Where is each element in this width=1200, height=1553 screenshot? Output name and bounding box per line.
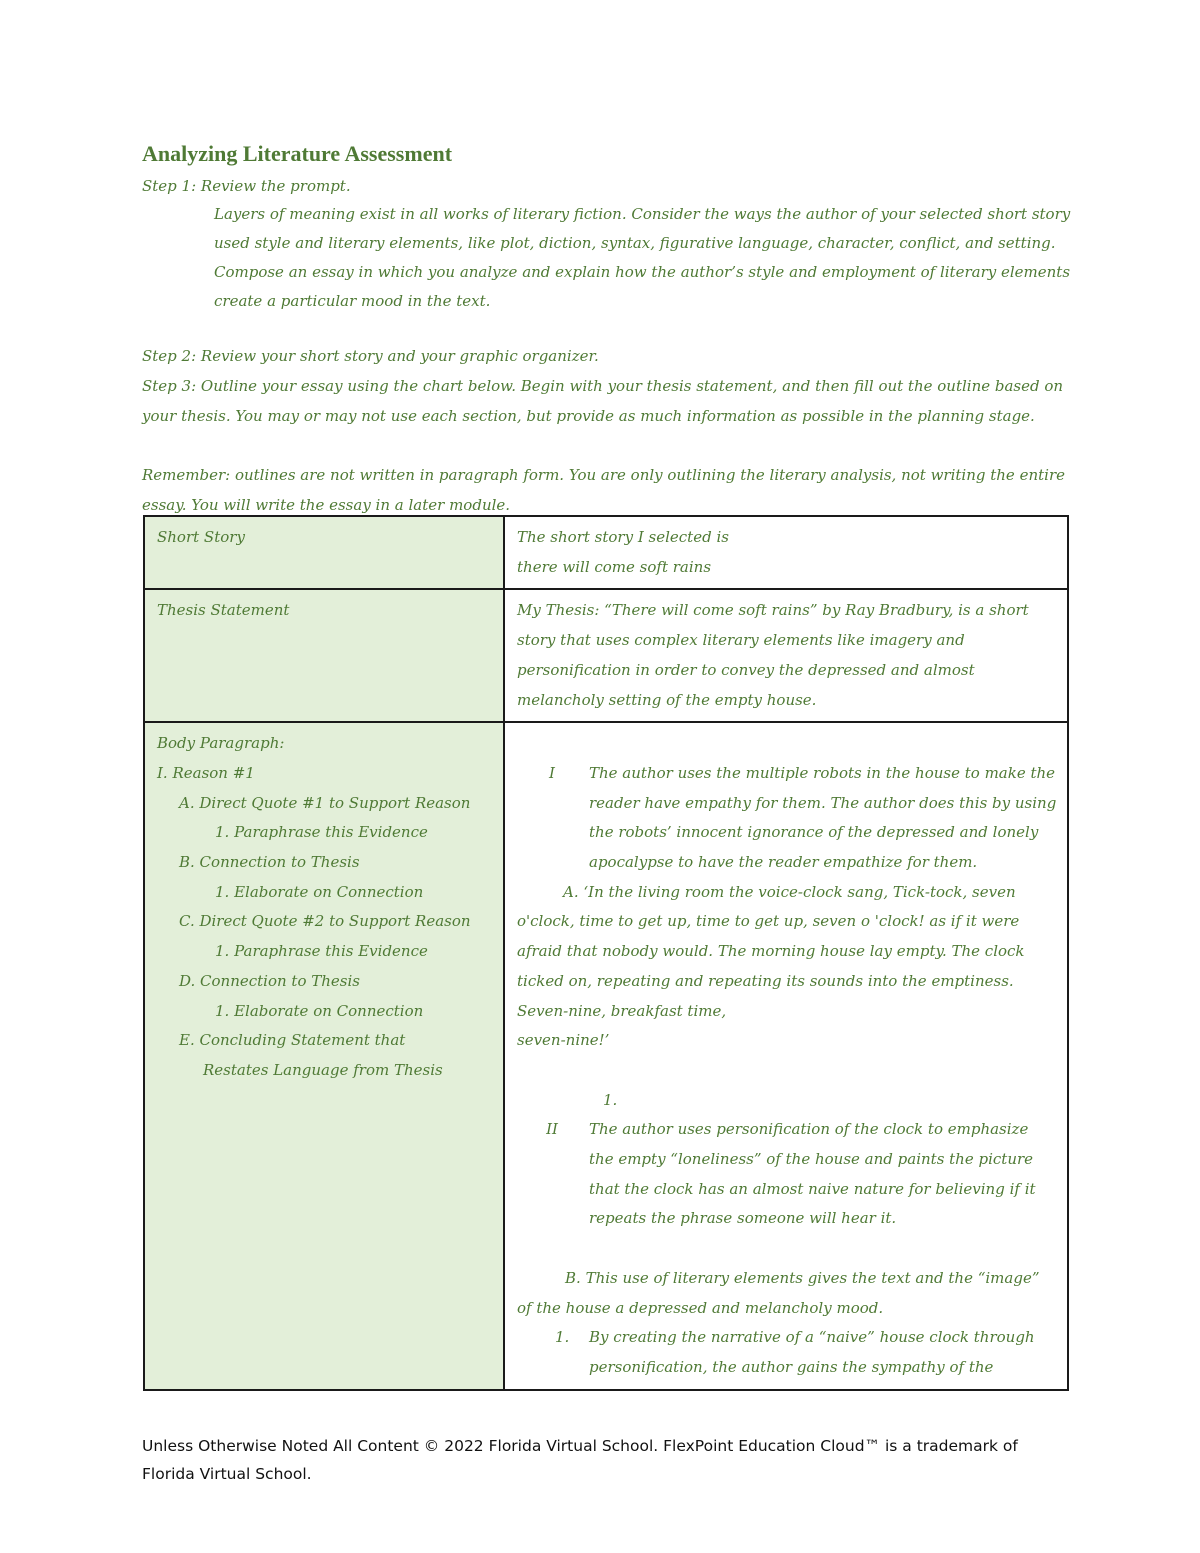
reason-1-text: The author uses the multiple robots in the house to make the reader have empathy for them. The author does this by using the robots’ innocent ignorance of the depressed and lonely apocalypse to have the reader empathize for them. xyxy=(589,763,1057,872)
quote-a-text: ‘In the living room the voice-clock sang, Tick-tock, seven o'clock, time to get up, time to get up, seven o 'clock! as if it were afraid that nobody would. The morning house lay empty. The clock ticked on, repeating and repeating its sounds into the emptiness. Seven-nine, breakfast time, xyxy=(517,882,1025,1020)
reason-2-block xyxy=(517,1115,1057,1234)
reason-1-block xyxy=(517,759,1057,878)
elaborate-1-text: By creating the narrative of a “naive” house clock through personification, the author gains the sympathy of the xyxy=(589,1328,1035,1376)
outline-concluding: E. Concluding Statement that xyxy=(179,1031,406,1050)
short-story-label: Short Story xyxy=(144,516,504,589)
reason-2-text: The author uses personification of the clock to emphasize the empty “loneliness” of the house and paints the picture that the clock has an almost naive nature for believing if it repeats the phrase someone will hear it. xyxy=(589,1120,1036,1228)
connection-b-label: B. xyxy=(565,1268,581,1287)
outline-direct-quote-2: C. Direct Quote #2 to Support Reason xyxy=(179,912,471,931)
outline-connection-1: B. Connection to Thesis xyxy=(179,853,360,872)
outline-elaborate-1: 1. Elaborate on Connection xyxy=(215,882,424,901)
short-story-answer xyxy=(504,516,1068,589)
body-paragraph-row xyxy=(144,722,1068,1389)
short-story-line1: The short story I selected is xyxy=(517,528,729,546)
thesis-label: Thesis Statement xyxy=(144,589,504,722)
quote-a-label: A. xyxy=(563,882,579,901)
short-story-row xyxy=(144,516,1068,589)
elaborate-1-label: 1. xyxy=(555,1328,570,1347)
body-response-column xyxy=(504,722,1068,1389)
reason-2-numeral: II xyxy=(546,1120,558,1139)
outline-table xyxy=(143,515,1069,1391)
copyright-footer: Unless Otherwise Noted All Content © 2022 Florida Virtual School. FlexPoint Education Cloud™ is a trademark of Florida Virtual School. xyxy=(142,1437,1018,1483)
remember-note: Remember: outlines are not written in paragraph form. You are only outlining the literary analysis, not writing the entire essay. You will write the essay in a later module. xyxy=(142,466,1065,514)
outline-heading: Body Paragraph: xyxy=(157,734,285,753)
outline-reason-1: I. Reason #1 xyxy=(157,763,255,782)
document-title: Analyzing Literature Assessment xyxy=(142,141,453,166)
item-1-label: 1. xyxy=(603,1090,618,1109)
elaborate-1-block xyxy=(517,1323,1057,1382)
thesis-answer: My Thesis: “There will come soft rains” by Ray Bradbury, is a short story that uses complex literary elements like imagery and personification in order to convey the depressed and almost melancholy setting of the empty house. xyxy=(504,589,1068,722)
step3-text: Step 3: Outline your essay using the chart below. Begin with your thesis statement, and then fill out the outline based on your thesis. You may or may not use each section, but provide as much information as possible in the planning stage. xyxy=(142,377,1064,425)
step1-prompt: Layers of meaning exist in all works of literary fiction. Consider the ways the author of your selected short story used style and literary elements, like plot, diction, syntax, figurative language, character, conflict, and setting. Compose an essay in which you analyze and explain how the author’s style and employment of literary elements create a particular mood in the text. xyxy=(214,205,1071,310)
step2-text: Step 2: Review your short story and your graphic organizer. xyxy=(142,347,599,365)
short-story-title: there will come soft rains xyxy=(517,557,712,576)
outline-elaborate-2: 1. Elaborate on Connection xyxy=(215,1001,424,1020)
connection-b-block xyxy=(517,1264,1057,1323)
outline-restates: Restates Language from Thesis xyxy=(203,1060,443,1079)
connection-b-text: This use of literary elements gives the text and the “image” of the house a depressed and melancholy mood. xyxy=(517,1268,1040,1317)
body-outline-column xyxy=(144,722,504,1389)
quote-a-block xyxy=(517,878,1057,1056)
outline-direct-quote-1: A. Direct Quote #1 to Support Reason xyxy=(179,793,471,812)
quote-a-end: seven-nine!’ xyxy=(517,1031,610,1050)
reason-1-numeral: I xyxy=(549,763,555,782)
outline-paraphrase-1: 1. Paraphrase this Evidence xyxy=(215,823,428,842)
step1-heading: Step 1: Review the prompt. xyxy=(142,177,351,195)
thesis-row xyxy=(144,589,1068,722)
outline-connection-2: D. Connection to Thesis xyxy=(179,971,360,990)
outline-paraphrase-2: 1. Paraphrase this Evidence xyxy=(215,942,428,961)
